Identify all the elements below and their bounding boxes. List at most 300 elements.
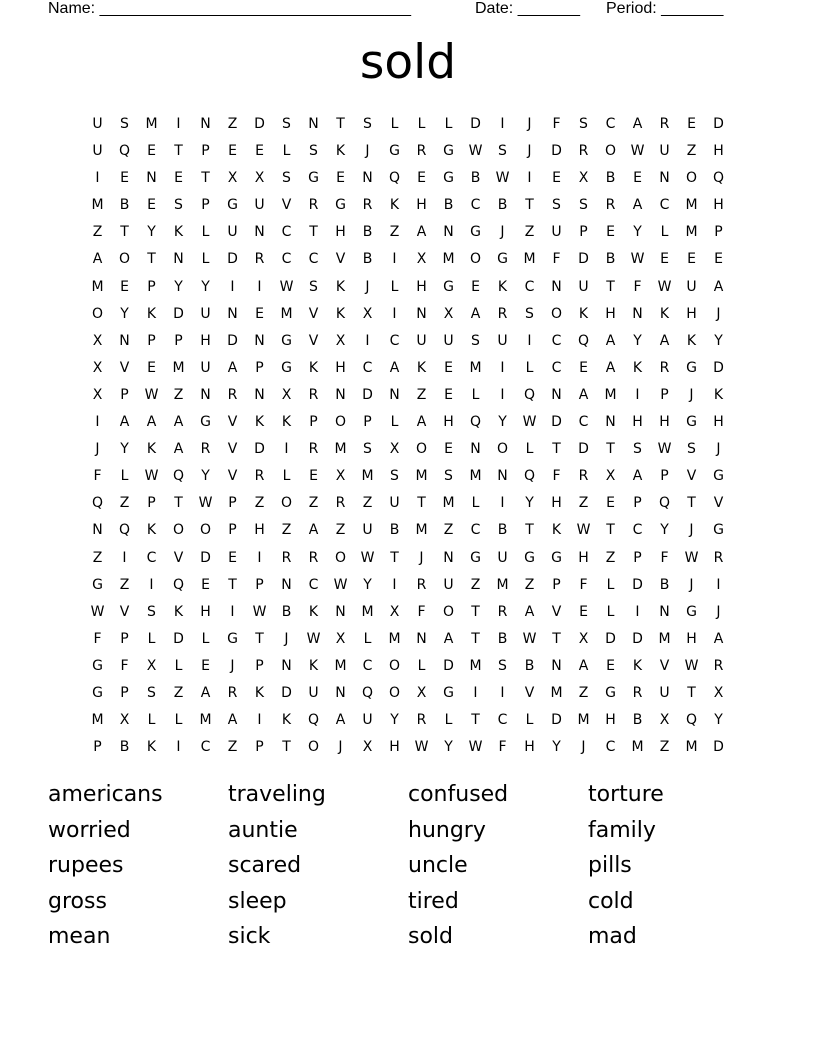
grid-letter: J <box>716 305 721 322</box>
grid-letter: K <box>308 657 319 674</box>
grid-letter: S <box>444 468 453 485</box>
grid-letter: Q <box>118 522 131 539</box>
grid-letter: N <box>200 386 211 403</box>
grid-letter: N <box>254 224 265 241</box>
grid-letter: I <box>95 170 100 187</box>
grid-letter: I <box>392 576 397 593</box>
grid-letter: V <box>308 305 319 322</box>
grid-letter: N <box>605 414 616 431</box>
grid-letter: X <box>443 305 454 322</box>
grid-letter: E <box>687 116 696 132</box>
page-title: sold <box>359 35 457 90</box>
grid-letter: L <box>525 712 534 729</box>
grid-letter: E <box>606 657 615 674</box>
grid-letter: S <box>309 278 318 295</box>
grid-letter: A <box>632 116 643 132</box>
grid-letter: U <box>686 278 697 295</box>
grid-letter: X <box>605 468 616 485</box>
grid-letter: K <box>146 522 157 539</box>
grid-letter: I <box>500 359 505 376</box>
grid-letter: Z <box>470 576 481 593</box>
grid-letter: Z <box>119 576 130 593</box>
grid-letter: N <box>551 386 562 403</box>
grid-letter: M <box>685 197 698 214</box>
grid-letter: I <box>230 278 235 295</box>
word-bank-item: sick <box>228 924 271 950</box>
grid-letter: D <box>227 332 238 349</box>
grid-letter: N <box>389 386 400 403</box>
grid-letter: E <box>201 657 210 674</box>
grid-letter: S <box>147 684 156 701</box>
grid-letter: H <box>659 414 670 431</box>
grid-letter: B <box>281 603 292 620</box>
grid-letter: L <box>660 224 669 241</box>
grid-letter: C <box>578 414 589 431</box>
grid-letter: N <box>416 305 427 322</box>
grid-letter: V <box>713 495 724 512</box>
grid-letter: O <box>280 495 293 512</box>
grid-letter: W <box>657 278 672 295</box>
grid-letter: E <box>147 359 156 376</box>
grid-letter: R <box>416 712 427 729</box>
grid-letter: D <box>713 739 724 756</box>
grid-letter: H <box>713 414 724 431</box>
grid-letter: X <box>92 332 103 349</box>
grid-letter: R <box>227 386 238 403</box>
grid-letter: S <box>633 441 642 458</box>
grid-letter: X <box>659 712 670 729</box>
grid-letter: Y <box>174 278 183 295</box>
grid-letter: K <box>632 359 643 376</box>
grid-letter: X <box>227 170 238 187</box>
grid-letter: I <box>716 576 721 593</box>
grid-letter: C <box>605 739 616 756</box>
grid-letter: D <box>551 143 562 160</box>
grid-letter: E <box>174 170 183 187</box>
grid-letter: C <box>281 224 292 241</box>
grid-letter: M <box>334 657 347 674</box>
grid-letter: A <box>227 712 238 729</box>
grid-letter: J <box>716 441 721 458</box>
grid-letter: C <box>551 332 562 349</box>
grid-letter: W <box>630 251 645 268</box>
grid-letter: D <box>632 630 643 647</box>
grid-letter: W <box>198 495 213 512</box>
grid-letter: N <box>308 116 319 132</box>
grid-letter: G <box>281 332 292 349</box>
grid-letter: L <box>390 116 399 132</box>
grid-letter: X <box>362 739 373 756</box>
grid-letter: Z <box>308 495 319 512</box>
grid-letter: E <box>579 359 588 376</box>
word-bank <box>48 778 768 956</box>
grid-letter: R <box>254 468 265 485</box>
grid-letter: Q <box>307 712 320 729</box>
grid-letter: V <box>335 251 346 268</box>
grid-letter: V <box>524 684 535 701</box>
grid-letter: C <box>146 549 157 566</box>
grid-letter: E <box>444 441 453 458</box>
grid-letter: H <box>335 224 346 241</box>
grid-letter: B <box>524 657 535 674</box>
grid-letter: D <box>632 576 643 593</box>
grid-letter: S <box>309 143 318 160</box>
grid-letter: B <box>362 224 373 241</box>
grid-letter: Z <box>524 224 535 241</box>
grid-letter: E <box>228 143 237 160</box>
grid-letter: K <box>254 684 265 701</box>
grid-letter: O <box>388 684 401 701</box>
grid-letter: B <box>470 170 481 187</box>
grid-letter: G <box>713 522 724 539</box>
grid-letter: O <box>307 739 320 756</box>
grid-letter: B <box>605 170 616 187</box>
grid-letter: D <box>200 549 211 566</box>
grid-letter: K <box>578 305 589 322</box>
grid-letter: P <box>579 224 588 241</box>
grid-letter: E <box>120 170 129 187</box>
word-bank-item: mad <box>588 924 637 950</box>
word-bank-item: sleep <box>228 888 287 914</box>
grid-letter: K <box>335 143 346 160</box>
grid-letter: A <box>713 278 724 295</box>
grid-letter: W <box>684 657 699 674</box>
grid-letter: Y <box>660 522 669 539</box>
grid-letter: I <box>635 386 640 403</box>
grid-letter: D <box>578 251 589 268</box>
grid-letter: T <box>201 170 210 187</box>
grid-letter: M <box>361 603 374 620</box>
grid-letter: N <box>551 278 562 295</box>
grid-letter: R <box>632 684 643 701</box>
grid-letter: I <box>257 549 262 566</box>
grid-letter: X <box>416 684 427 701</box>
grid-letter: T <box>174 495 183 512</box>
grid-letter: N <box>416 630 427 647</box>
grid-letter: G <box>470 224 481 241</box>
grid-letter: O <box>334 414 347 431</box>
grid-letter: K <box>335 278 346 295</box>
grid-letter: L <box>390 278 399 295</box>
grid-letter: E <box>714 251 723 268</box>
grid-letter: U <box>362 522 373 539</box>
grid-letter: D <box>470 116 481 132</box>
grid-letter: P <box>120 630 129 647</box>
grid-letter: U <box>578 278 589 295</box>
grid-letter: P <box>228 522 237 539</box>
word-bank-item: traveling <box>228 782 326 807</box>
grid-letter: N <box>443 224 454 241</box>
grid-letter: A <box>632 197 643 214</box>
grid-letter: T <box>606 441 615 458</box>
grid-letter: Y <box>633 224 642 241</box>
grid-letter: G <box>227 197 238 214</box>
grid-letter: C <box>524 278 535 295</box>
grid-letter: C <box>308 251 319 268</box>
grid-letter: J <box>419 549 424 566</box>
grid-letter: T <box>606 522 615 539</box>
grid-letter: G <box>686 603 697 620</box>
grid-letter: A <box>659 332 670 349</box>
grid-letter: U <box>497 549 508 566</box>
word-bank-item: scared <box>228 853 302 879</box>
word-bank-item: tired <box>408 888 459 914</box>
grid-letter: P <box>201 197 210 214</box>
grid-row <box>84 737 732 764</box>
grid-letter: H <box>605 712 616 729</box>
grid-letter: H <box>551 495 562 512</box>
grid-letter: Z <box>659 739 670 756</box>
grid-letter: U <box>443 332 454 349</box>
grid-letter: R <box>308 441 319 458</box>
grid-letter: K <box>659 305 670 322</box>
grid-letter: L <box>147 630 156 647</box>
grid-letter: R <box>281 549 292 566</box>
grid-letter: G <box>227 630 238 647</box>
grid-letter: Q <box>712 170 725 187</box>
grid-letter: G <box>200 414 211 431</box>
grid-letter: F <box>633 278 642 295</box>
grid-letter: M <box>631 739 644 756</box>
grid-letter: Z <box>227 116 238 132</box>
grid-row <box>84 683 732 710</box>
grid-letter: W <box>252 603 267 620</box>
grid-letter: G <box>92 576 103 593</box>
grid-row <box>84 222 732 249</box>
grid-letter: K <box>686 332 697 349</box>
grid-letter: V <box>686 468 697 485</box>
grid-letter: D <box>443 657 454 674</box>
grid-row <box>84 520 732 547</box>
grid-letter: L <box>120 468 129 485</box>
grid-letter: C <box>659 197 670 214</box>
grid-letter: W <box>522 414 537 431</box>
grid-letter: C <box>497 712 508 729</box>
grid-letter: O <box>442 603 455 620</box>
word-bank-item: pills <box>588 853 632 879</box>
grid-letter: K <box>416 359 427 376</box>
grid-letter: D <box>254 441 265 458</box>
grid-letter: G <box>605 684 616 701</box>
grid-letter: Z <box>578 495 589 512</box>
grid-letter: L <box>606 576 615 593</box>
grid-letter: X <box>578 630 589 647</box>
grid-letter: P <box>633 549 642 566</box>
grid-letter: A <box>92 251 103 268</box>
grid-letter: N <box>200 116 211 132</box>
grid-letter: U <box>416 332 427 349</box>
grid-letter: F <box>660 549 669 566</box>
grid-letter: P <box>363 414 372 431</box>
grid-letter: X <box>254 170 265 187</box>
grid-letter: V <box>281 197 292 214</box>
grid-letter: W <box>576 522 591 539</box>
grid-letter: Z <box>443 522 454 539</box>
grid-letter: N <box>254 386 265 403</box>
grid-letter: P <box>633 495 642 512</box>
grid-letter: I <box>122 549 127 566</box>
grid-letter: D <box>605 630 616 647</box>
grid-letter: I <box>500 386 505 403</box>
word-bank-item: americans <box>48 782 163 807</box>
grid-letter: M <box>145 116 158 132</box>
grid-letter: C <box>200 739 211 756</box>
grid-letter: T <box>336 116 345 132</box>
grid-letter: Y <box>525 495 534 512</box>
grid-letter: K <box>389 197 400 214</box>
grid-letter: J <box>527 116 532 132</box>
period-field-label: Period: _______ <box>606 0 724 17</box>
grid-letter: Z <box>524 576 535 593</box>
grid-letter: Z <box>605 549 616 566</box>
grid-letter: O <box>496 441 509 458</box>
grid-row <box>84 629 732 656</box>
grid-row <box>84 331 732 358</box>
date-field-label: Date: _______ <box>475 0 580 17</box>
grid-letter: Z <box>173 684 184 701</box>
grid-letter: J <box>581 739 586 756</box>
grid-letter: W <box>684 549 699 566</box>
grid-letter: O <box>415 441 428 458</box>
grid-letter: R <box>254 251 265 268</box>
grid-letter: N <box>551 657 562 674</box>
grid-letter: L <box>471 386 480 403</box>
grid-letter: H <box>578 549 589 566</box>
grid-letter: S <box>498 657 507 674</box>
grid-letter: O <box>685 170 698 187</box>
grid-letter: M <box>91 197 104 214</box>
grid-letter: M <box>523 251 536 268</box>
grid-letter: N <box>92 522 103 539</box>
grid-letter: J <box>338 739 343 756</box>
grid-letter: C <box>605 116 616 132</box>
grid-letter: E <box>579 603 588 620</box>
grid-letter: A <box>578 657 589 674</box>
worksheet-header <box>0 0 816 22</box>
grid-letter: X <box>146 657 157 674</box>
grid-letter: G <box>470 549 481 566</box>
grid-letter: O <box>91 305 104 322</box>
grid-row <box>84 439 732 466</box>
grid-letter: P <box>174 332 183 349</box>
grid-letter: A <box>605 332 616 349</box>
grid-letter: D <box>173 305 184 322</box>
grid-letter: R <box>227 684 238 701</box>
grid-letter: S <box>363 116 372 132</box>
grid-letter: V <box>119 603 130 620</box>
grid-letter: H <box>200 603 211 620</box>
grid-letter: N <box>470 441 481 458</box>
grid-letter: Z <box>173 386 184 403</box>
grid-letter: X <box>119 712 130 729</box>
grid-letter: C <box>470 197 481 214</box>
grid-letter: N <box>443 549 454 566</box>
grid-letter: T <box>309 224 318 241</box>
grid-letter: H <box>443 414 454 431</box>
grid-letter: N <box>659 170 670 187</box>
grid-letter: I <box>500 684 505 701</box>
grid-letter: E <box>255 305 264 322</box>
grid-letter: U <box>200 359 211 376</box>
grid-letter: N <box>335 684 346 701</box>
grid-letter: W <box>333 576 348 593</box>
grid-row <box>84 548 732 575</box>
grid-letter: L <box>444 712 453 729</box>
grid-letter: D <box>551 712 562 729</box>
grid-letter: E <box>444 359 453 376</box>
word-bank-item: uncle <box>408 853 468 879</box>
grid-letter: P <box>228 495 237 512</box>
grid-letter: J <box>716 603 721 620</box>
grid-letter: E <box>417 170 426 187</box>
grid-row <box>84 575 732 602</box>
grid-letter: M <box>442 495 455 512</box>
grid-letter: V <box>659 657 670 674</box>
grid-row <box>84 141 732 168</box>
grid-letter: M <box>334 441 347 458</box>
grid-letter: H <box>713 143 724 160</box>
grid-letter: L <box>471 495 480 512</box>
grid-letter: A <box>308 522 319 539</box>
grid-letter: Y <box>147 224 156 241</box>
grid-letter: O <box>469 251 482 268</box>
grid-letter: T <box>417 495 426 512</box>
grid-letter: I <box>230 603 235 620</box>
grid-letter: G <box>308 170 319 187</box>
grid-letter: T <box>174 143 183 160</box>
grid-letter: U <box>443 576 454 593</box>
grid-letter: E <box>606 224 615 241</box>
grid-row <box>84 412 732 439</box>
grid-letter: P <box>93 739 102 756</box>
grid-letter: W <box>360 549 375 566</box>
grid-letter: J <box>365 278 370 295</box>
grid-letter: Z <box>578 684 589 701</box>
grid-letter: R <box>497 305 508 322</box>
grid-letter: N <box>335 386 346 403</box>
grid-letter: W <box>468 739 483 756</box>
grid-letter: E <box>660 251 669 268</box>
grid-letter: E <box>147 197 156 214</box>
grid-letter: K <box>146 441 157 458</box>
grid-letter: F <box>93 468 102 485</box>
grid-letter: R <box>578 143 589 160</box>
grid-letter: N <box>335 603 346 620</box>
grid-letter: Y <box>714 712 723 729</box>
grid-row <box>84 710 732 737</box>
grid-letter: R <box>416 143 427 160</box>
grid-letter: P <box>255 739 264 756</box>
grid-letter: E <box>147 143 156 160</box>
grid-letter: K <box>173 603 184 620</box>
grid-letter: Y <box>120 305 129 322</box>
grid-letter: X <box>713 684 724 701</box>
grid-letter: S <box>579 116 588 132</box>
grid-letter: V <box>551 603 562 620</box>
grid-letter: W <box>279 278 294 295</box>
grid-letter: O <box>550 305 563 322</box>
grid-letter: C <box>308 576 319 593</box>
grid-letter: A <box>200 684 211 701</box>
grid-letter: O <box>388 657 401 674</box>
grid-row <box>84 358 732 385</box>
grid-letter: B <box>119 739 130 756</box>
grid-letter: V <box>227 441 238 458</box>
grid-letter: T <box>525 522 534 539</box>
grid-letter: W <box>414 739 429 756</box>
grid-letter: P <box>201 143 210 160</box>
grid-letter: D <box>281 684 292 701</box>
